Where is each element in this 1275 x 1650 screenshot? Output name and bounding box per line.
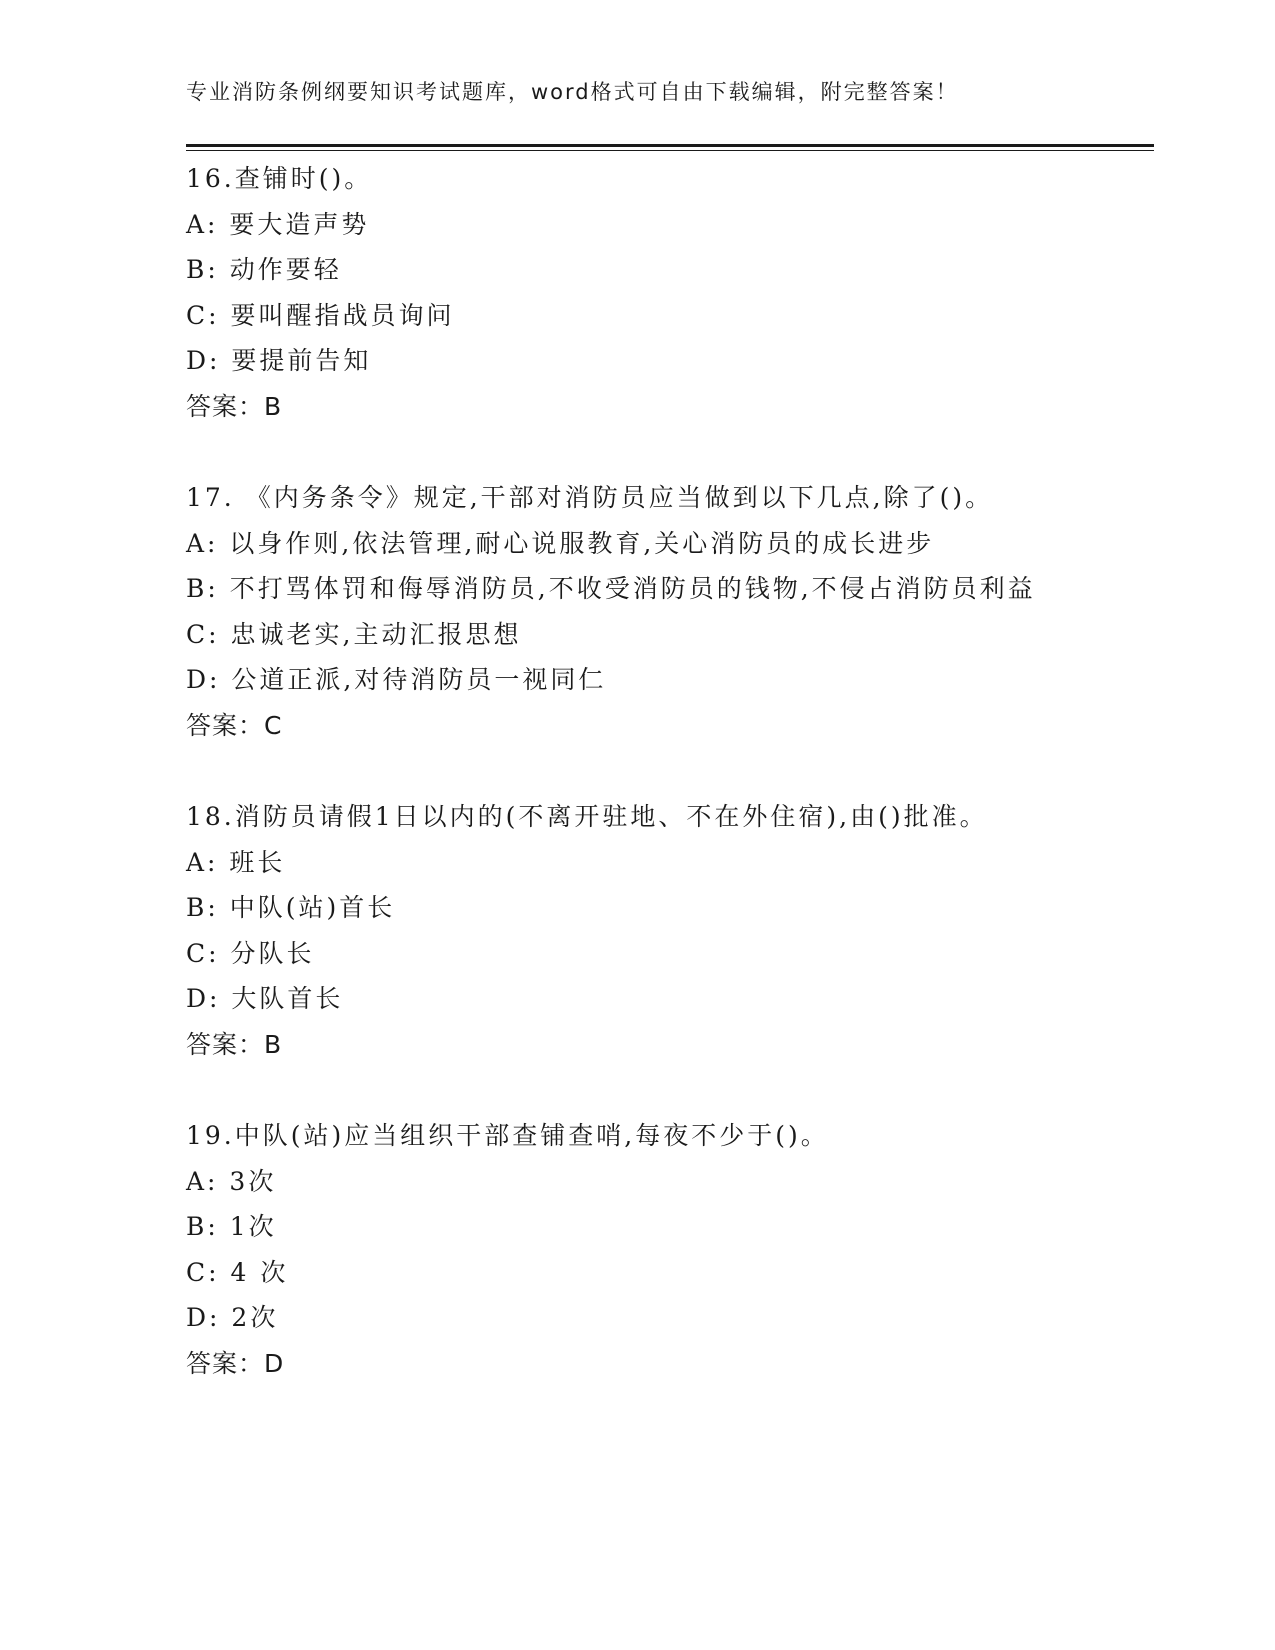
- question-stem: 17. 《内务条令》规定,干部对消防员应当做到以下几点,除了()。: [186, 483, 994, 512]
- question-19: [186, 1113, 1154, 1386]
- option-b: B: 中队(站)首长: [186, 893, 396, 922]
- option-a: A: 要大造声势: [186, 209, 370, 239]
- header-rule-thin: [186, 150, 1154, 151]
- option-c: C: 忠诚老实,主动汇报思想: [186, 619, 522, 649]
- question-stem: 19.中队(站)应当组织干部查铺查哨,每夜不少于()。: [186, 1121, 829, 1150]
- option-c: C: 要叫醒指战员询问: [186, 300, 455, 330]
- question-stem: 16.查铺时()。: [186, 164, 373, 193]
- question-17: [186, 475, 1154, 748]
- option-a: A: 3次: [186, 1166, 277, 1196]
- option-d: D: 2次: [186, 1303, 279, 1332]
- answer-text: 答案：B: [186, 1029, 283, 1059]
- question-16: [186, 156, 1154, 429]
- question-stem: 18.消防员请假1日以内的(不离开驻地、不在外住宿),由()批准。: [186, 802, 988, 831]
- option-b: B: 不打骂体罚和侮辱消防员,不收受消防员的钱物,不侵占消防员利益: [186, 574, 1036, 603]
- option-c: C: 分队长: [186, 938, 315, 968]
- answer-text: 答案：B: [186, 391, 283, 421]
- option-a: A: 班长: [186, 847, 286, 877]
- header-rule-thick: [186, 144, 1154, 147]
- option-c: C: 4 次: [186, 1257, 289, 1287]
- answer-text: 答案：D: [186, 1348, 285, 1378]
- option-b: B: 1次: [186, 1212, 277, 1241]
- question-list: [186, 156, 1154, 1432]
- answer-text: 答案：C: [186, 710, 283, 740]
- option-d: D: 公道正派,对待消防员一视同仁: [186, 665, 607, 694]
- option-d: D: 大队首长: [186, 984, 344, 1013]
- page-header: 专业消防条例纲要知识考试题库，word格式可自由下载编辑，附完整答案！: [186, 80, 959, 104]
- option-a: A: 以身作则,依法管理,耐心说服教育,关心消防员的成长进步: [186, 528, 935, 558]
- option-d: D: 要提前告知: [186, 346, 372, 375]
- option-b: B: 动作要轻: [186, 255, 342, 284]
- question-18: [186, 794, 1154, 1067]
